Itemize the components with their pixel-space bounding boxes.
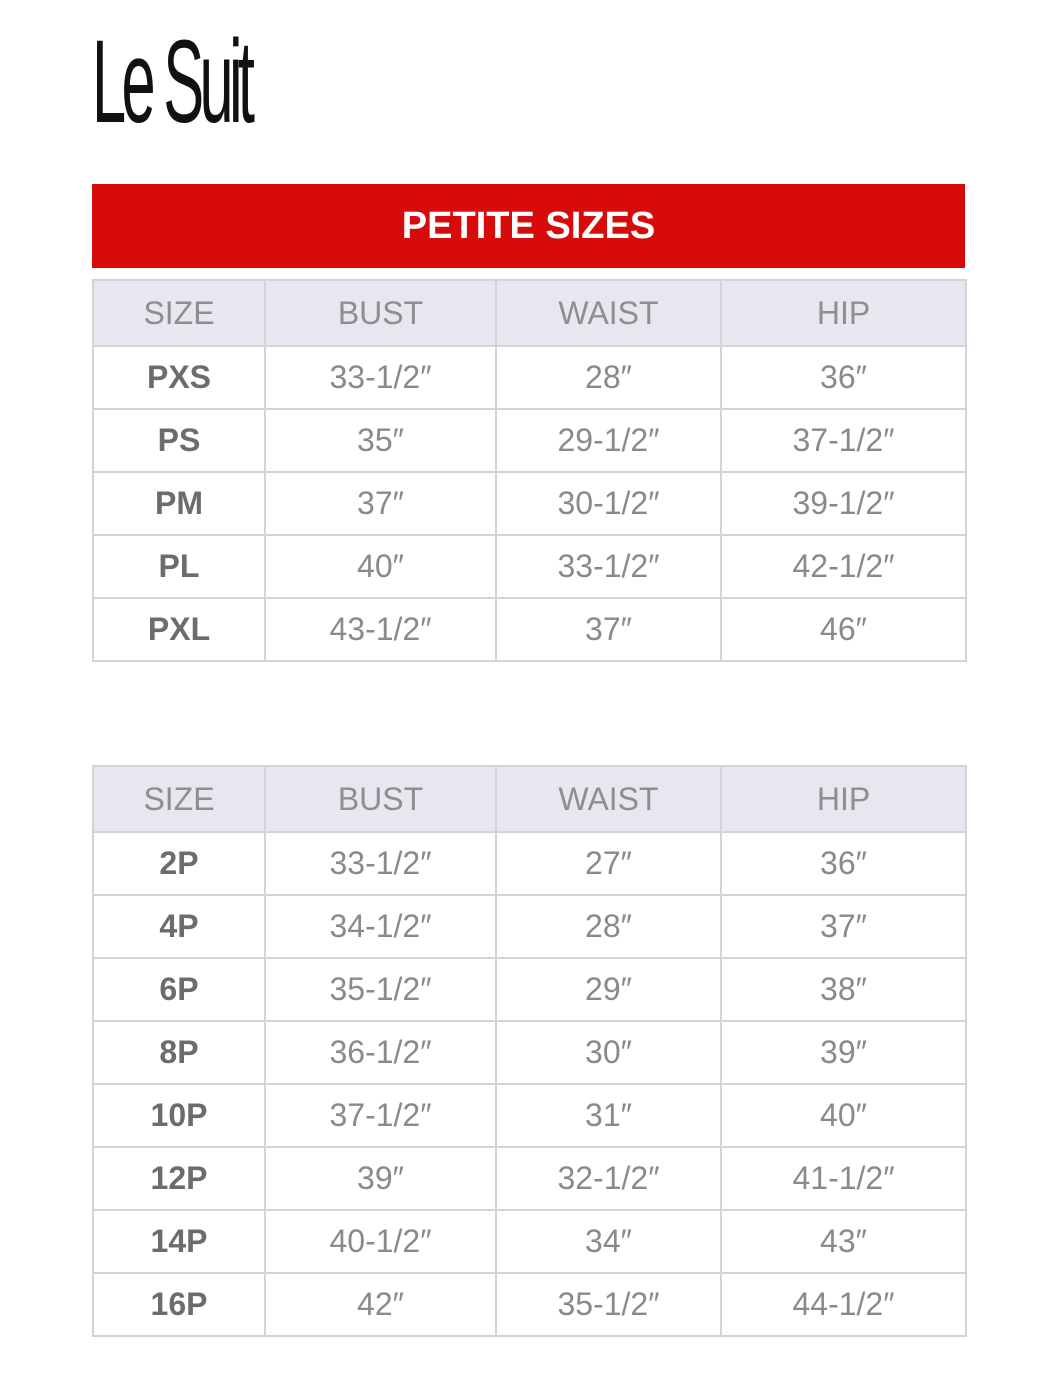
waist-cell: 30″	[496, 1021, 721, 1084]
bust-cell: 33-1/2″	[265, 346, 496, 409]
table-row	[93, 598, 966, 661]
table-row	[93, 1084, 966, 1147]
waist-cell: 29″	[496, 958, 721, 1021]
waist-cell: 28″	[496, 895, 721, 958]
bust-cell: 40-1/2″	[265, 1210, 496, 1273]
bust-cell: 33-1/2″	[265, 832, 496, 895]
hip-cell: 36″	[721, 346, 966, 409]
size-cell: 14P	[93, 1210, 265, 1273]
column-header-size: SIZE	[93, 280, 265, 346]
hip-cell: 43″	[721, 1210, 966, 1273]
column-header-bust: BUST	[265, 280, 496, 346]
size-cell: 2P	[93, 832, 265, 895]
table-row	[93, 1273, 966, 1336]
size-cell: PXL	[93, 598, 265, 661]
size-cell: 6P	[93, 958, 265, 1021]
bust-cell: 39″	[265, 1147, 496, 1210]
size-cell: 4P	[93, 895, 265, 958]
table-row	[93, 535, 966, 598]
table-row	[93, 472, 966, 535]
bust-cell: 37-1/2″	[265, 1084, 496, 1147]
brand-logo: Le Suit	[92, 16, 251, 148]
size-cell: 10P	[93, 1084, 265, 1147]
petite-sizes-banner: PETITE SIZES	[92, 184, 965, 268]
bust-cell: 35-1/2″	[265, 958, 496, 1021]
column-header-bust: BUST	[265, 766, 496, 832]
bust-cell: 34-1/2″	[265, 895, 496, 958]
waist-cell: 30-1/2″	[496, 472, 721, 535]
waist-cell: 35-1/2″	[496, 1273, 721, 1336]
table-row	[93, 346, 966, 409]
size-cell: 16P	[93, 1273, 265, 1336]
size-cell: PS	[93, 409, 265, 472]
column-header-waist: WAIST	[496, 766, 721, 832]
table-row	[93, 1021, 966, 1084]
table-header-row	[93, 766, 966, 832]
bust-cell: 40″	[265, 535, 496, 598]
hip-cell: 46″	[721, 598, 966, 661]
column-header-waist: WAIST	[496, 280, 721, 346]
hip-cell: 37″	[721, 895, 966, 958]
hip-cell: 39″	[721, 1021, 966, 1084]
size-cell: PXS	[93, 346, 265, 409]
size-cell: 8P	[93, 1021, 265, 1084]
size-cell: PM	[93, 472, 265, 535]
hip-cell: 38″	[721, 958, 966, 1021]
hip-cell: 42-1/2″	[721, 535, 966, 598]
column-header-size: SIZE	[93, 766, 265, 832]
hip-cell: 36″	[721, 832, 966, 895]
column-header-hip: HIP	[721, 766, 966, 832]
waist-cell: 32-1/2″	[496, 1147, 721, 1210]
hip-cell: 39-1/2″	[721, 472, 966, 535]
waist-cell: 33-1/2″	[496, 535, 721, 598]
size-cell: 12P	[93, 1147, 265, 1210]
waist-cell: 28″	[496, 346, 721, 409]
waist-cell: 37″	[496, 598, 721, 661]
bust-cell: 42″	[265, 1273, 496, 1336]
hip-cell: 37-1/2″	[721, 409, 966, 472]
table-header-row	[93, 280, 966, 346]
petite-numeric-size-table	[92, 765, 967, 1337]
table-row	[93, 895, 966, 958]
bust-cell: 35″	[265, 409, 496, 472]
bust-cell: 36-1/2″	[265, 1021, 496, 1084]
waist-cell: 34″	[496, 1210, 721, 1273]
hip-cell: 44-1/2″	[721, 1273, 966, 1336]
petite-letter-size-table	[92, 279, 967, 662]
column-header-hip: HIP	[721, 280, 966, 346]
table-row	[93, 832, 966, 895]
table-row	[93, 409, 966, 472]
hip-cell: 41-1/2″	[721, 1147, 966, 1210]
table-row	[93, 1147, 966, 1210]
bust-cell: 43-1/2″	[265, 598, 496, 661]
table-row	[93, 958, 966, 1021]
size-cell: PL	[93, 535, 265, 598]
hip-cell: 40″	[721, 1084, 966, 1147]
waist-cell: 29-1/2″	[496, 409, 721, 472]
waist-cell: 27″	[496, 832, 721, 895]
waist-cell: 31″	[496, 1084, 721, 1147]
bust-cell: 37″	[265, 472, 496, 535]
table-row	[93, 1210, 966, 1273]
